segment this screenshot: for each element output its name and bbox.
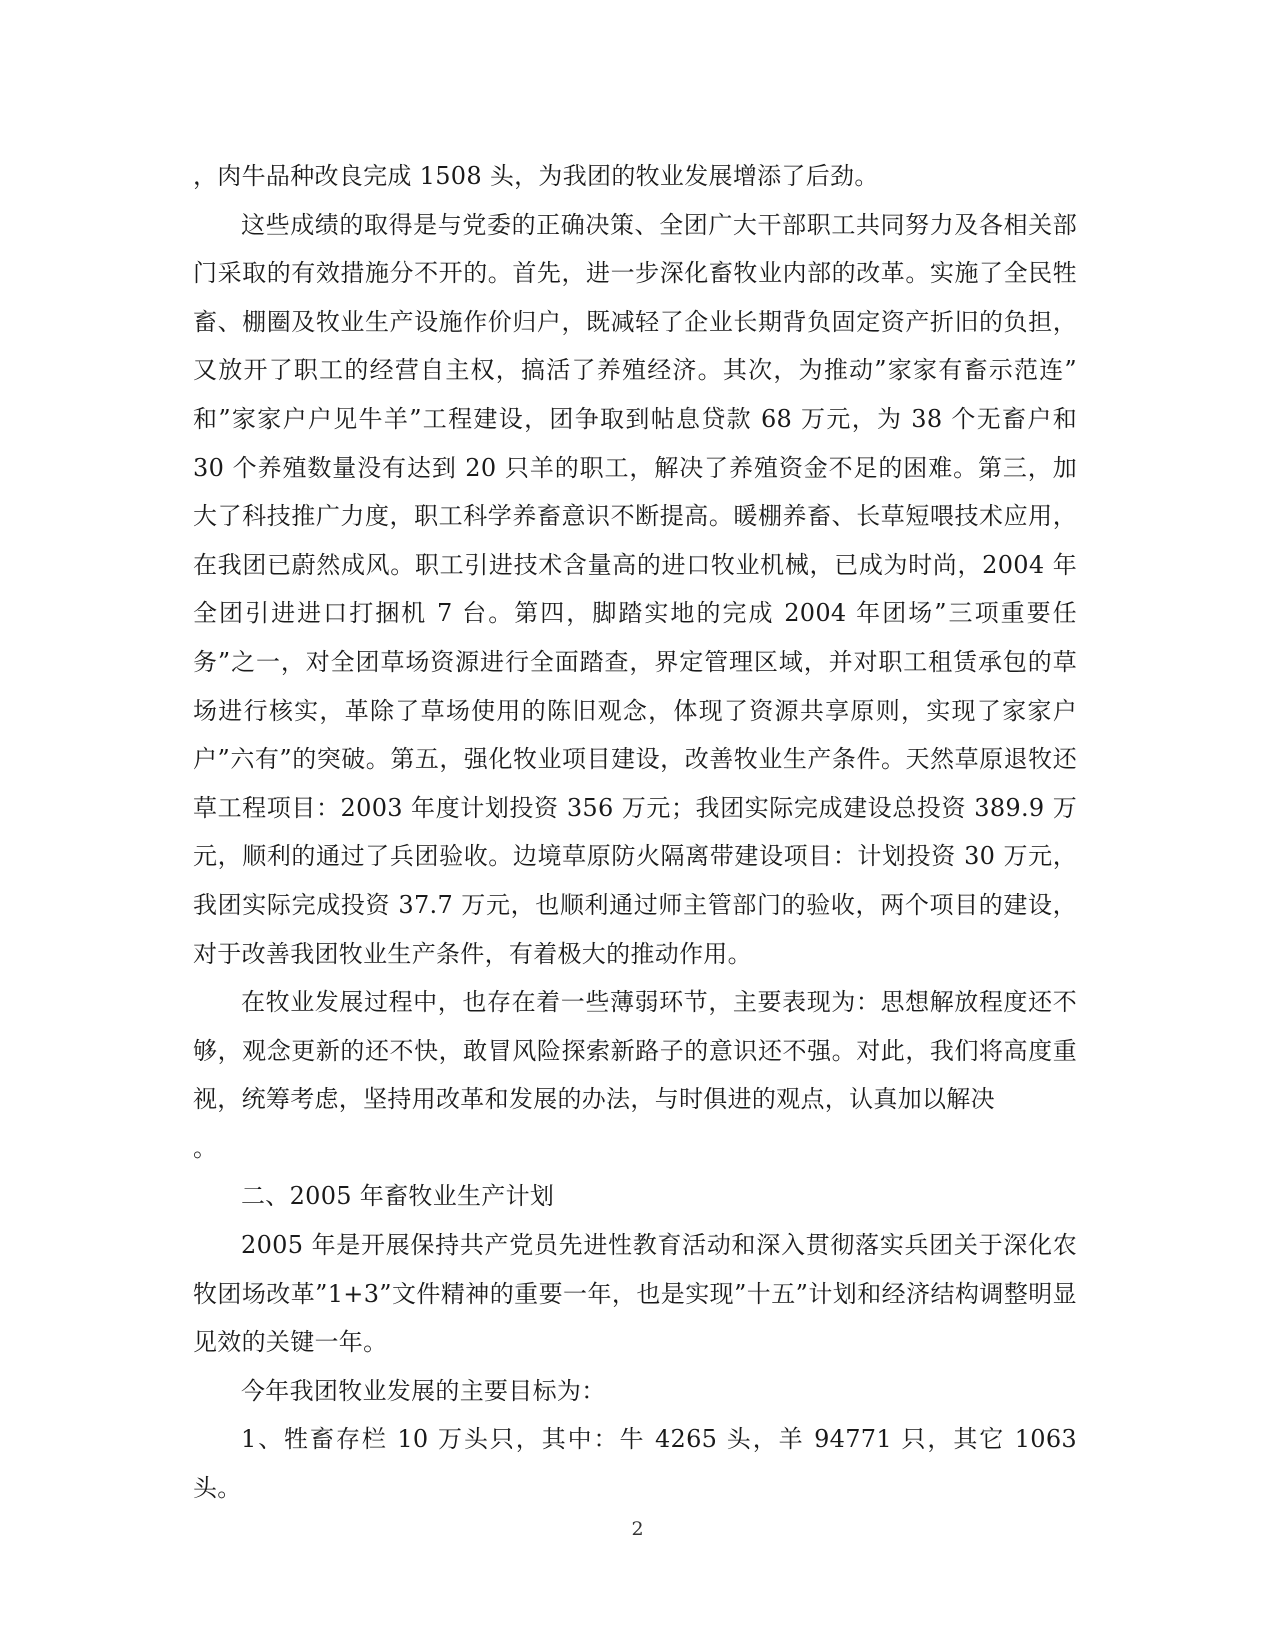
section-heading: 二、2005 年畜牧业生产计划 <box>241 1182 555 1211</box>
document-body <box>193 152 1077 1513</box>
paragraph-achievements: 这些成绩的取得是与党委的正确决策、全团广大干部职工共同努力及各相关部门采取的有效措施分不开的。首先，进一步深化畜牧业内部的改革。实施了全民牲畜、棚圈及牧业生产设施作价归户，既减轻了企业长期背负固定资产折旧的负担，又放开了职工的经营自主权，搞活了养殖经济。其次，为推动”家家有畜示范连” 和”家家户户见牛羊”工程建设，团争取到帖息贷款 68 万元，为 38 个无畜户和 30 个养殖数量没有达到 20 只羊的职工，解决了养殖资金不足的困难。第三，加大了科技推广力度，职工科学养畜意识不断提高。暖棚养畜、长草短喂技术应用，在我团已蔚然成风。职工引进技术含量高的进口牧业机械，已成为时尚，2004 年全团引进进口打捆机 7 台。第四，脚踏实地的完成 2004 年团场”三项重要任务”之一，对全团草场资源进行全面踏查，界定管理区域，并对职工租赁承包的草场进行核实，革除了草场使用的陈旧观念，体现了资源共享原则，实现了家家户户”六有”的突破。第五，强化牧业项目建设，改善牧业生产条件。天然草原退牧还草工程项目：2003 年度计划投资 356 万元；我团实际完成建设总投资 389.9 万元，顺利的通过了兵团验收。边境草原防火隔离带建设项目：计划投资 30 万元，我团实际完成投资 37.7 万元，也顺利通过师主管部门的验收，两个项目的建设，对于改善我团牧业生产条件，有着极大的推动作用。 <box>193 210 1077 968</box>
paragraph-continuation: ，肉牛品种改良完成 1508 头，为我团的牧业发展增添了后劲。 <box>193 162 879 190</box>
paragraph-period: 。 <box>193 1133 218 1162</box>
paragraph-goals-intro: 今年我团牧业发展的主要目标为： <box>241 1376 606 1405</box>
paragraph-weaknesses: 在牧业发展过程中，也存在着一些薄弱环节，主要表现为：思想解放程度还不够，观念更新的还不快，敢冒风险探索新路子的意识还不强。对此，我们将高度重视，统筹考虑，坚持用改革和发展的办法，与时俱进的观点，认真加以解决 <box>193 988 1077 1114</box>
page-number: 2 <box>631 1518 644 1540</box>
paragraph-2005-intro: 2005 年是开展保持共产党员先进性教育活动和深入贯彻落实兵团关于深化农牧团场改革”1+3”文件精神的重要一年，也是实现”十五”计划和经济结构调整明显见效的关键一年。 <box>193 1231 1077 1357</box>
paragraph-goal-1: 1、牲畜存栏 10 万头只，其中：牛 4265 头，羊 94771 只，其它 1063 头。 <box>193 1425 1077 1503</box>
